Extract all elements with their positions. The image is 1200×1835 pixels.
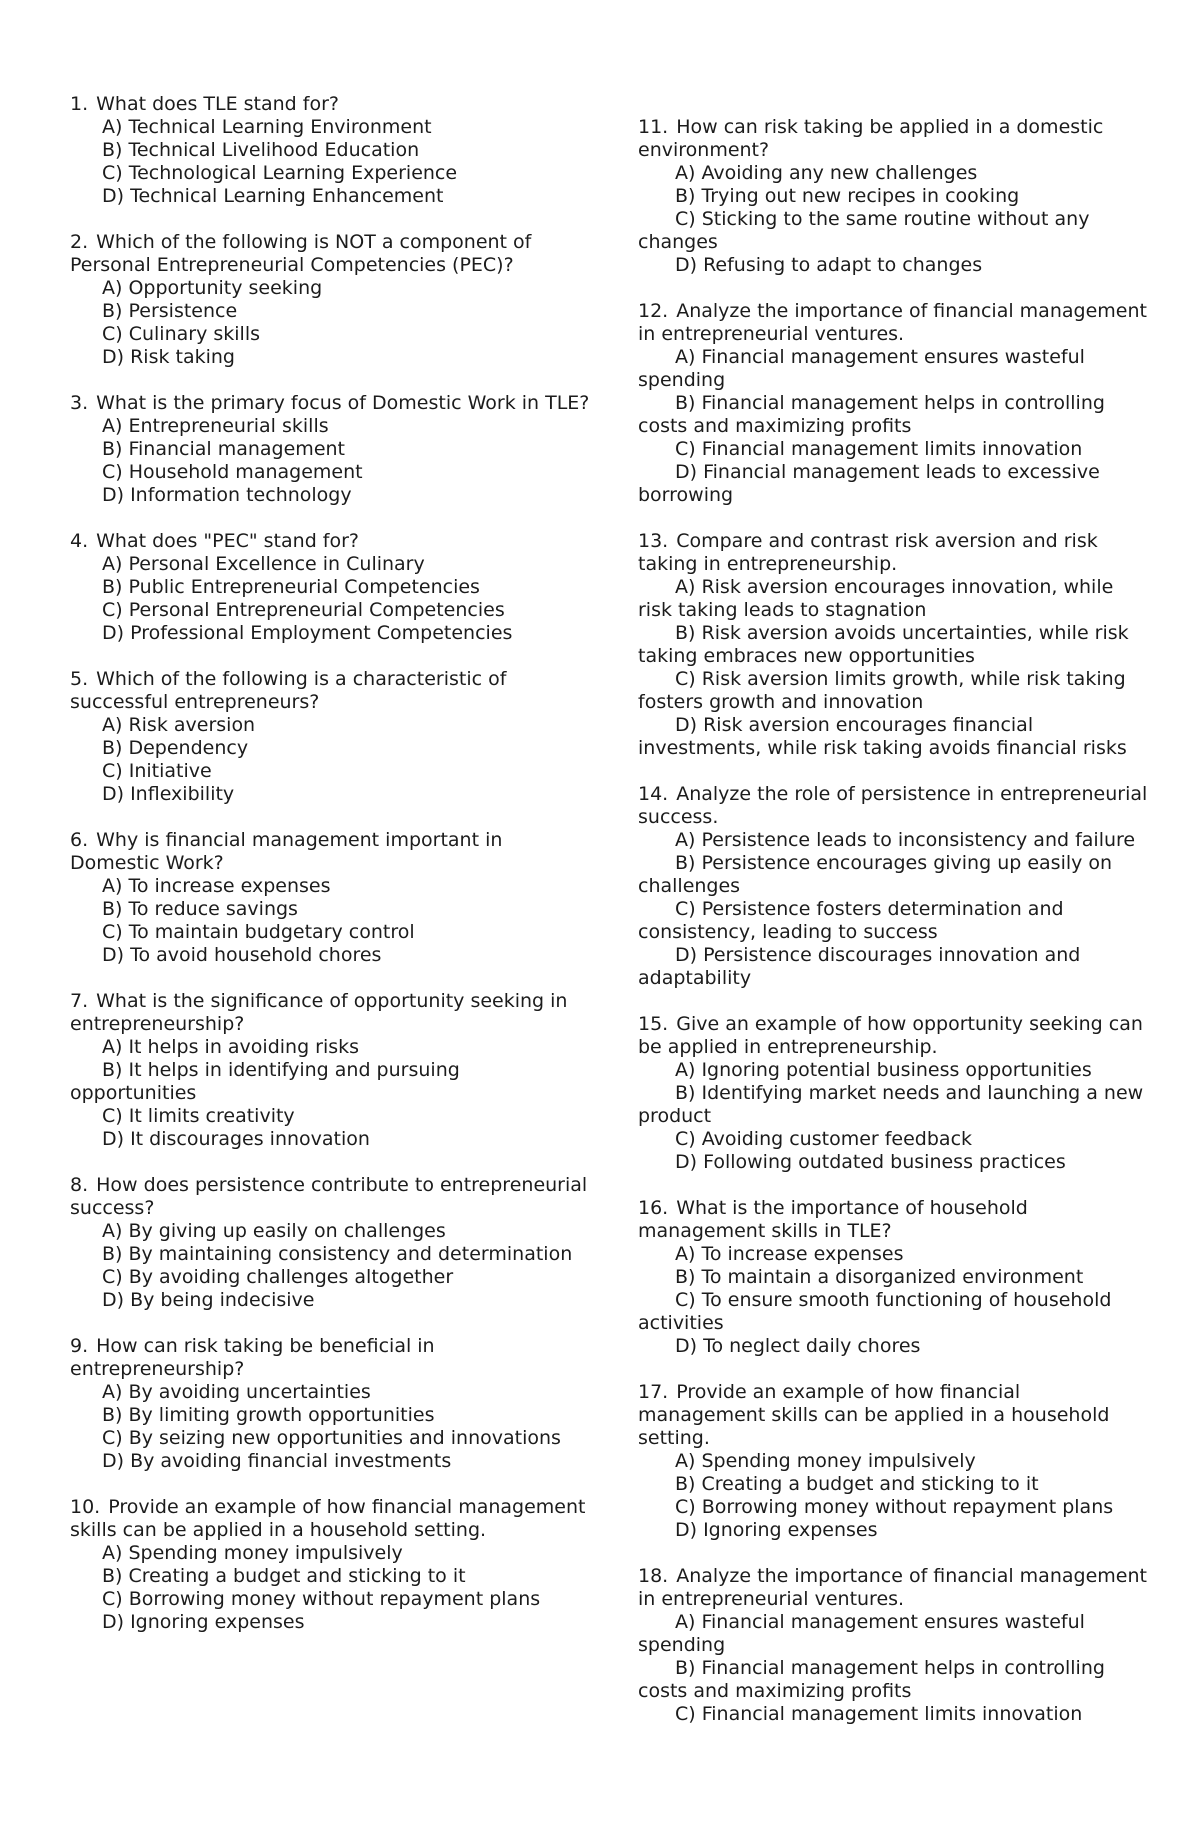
question-prompt: What does "PEC" stand for? xyxy=(96,530,360,552)
question-number: 5. xyxy=(70,668,89,690)
answer-option: B) Dependency xyxy=(102,737,249,759)
answer-option: D) Information technology xyxy=(102,484,352,506)
answer-option: D) Technical Learning Enhancement xyxy=(102,185,444,207)
answer-option: C) Sticking to the same routine without any changes xyxy=(638,208,1090,253)
question-text xyxy=(70,668,590,714)
question-block xyxy=(70,1496,590,1634)
answer-option: D) To neglect daily chores xyxy=(675,1335,921,1357)
question-prompt: How does persistence contribute to entrepreneurial success? xyxy=(70,1174,588,1219)
answer-option: D) Ignoring expenses xyxy=(675,1519,878,1541)
left-column xyxy=(70,93,590,1657)
answer-option: B) Persistence encourages giving up easily on challenges xyxy=(638,852,1113,897)
question-block xyxy=(638,1381,1148,1542)
question-block xyxy=(70,93,590,208)
answer-option: D) Ignoring expenses xyxy=(102,1611,305,1633)
question-number: 13. xyxy=(638,530,669,552)
question-prompt: Analyze the importance of financial management in entrepreneurial ventures. xyxy=(638,300,1147,345)
answer-option: C) Avoiding customer feedback xyxy=(675,1128,973,1150)
question-prompt: Which of the following is a characteristic of successful entrepreneurs? xyxy=(70,668,507,713)
answer-option: B) Creating a budget and sticking to it xyxy=(102,1565,466,1587)
answer-option: A) Financial management ensures wasteful spending xyxy=(638,1611,1085,1656)
answer-option: A) Ignoring potential business opportunities xyxy=(675,1059,1092,1081)
answer-option: D) Persistence discourages innovation and adaptability xyxy=(638,944,1081,989)
question-text xyxy=(70,1496,590,1542)
question-block xyxy=(70,829,590,967)
question-block xyxy=(638,1197,1148,1358)
question-block xyxy=(70,990,590,1151)
answer-option: D) Financial management leads to excessive borrowing xyxy=(638,461,1100,506)
answer-option: B) Financial management helps in controlling costs and maximizing profits xyxy=(638,1657,1105,1702)
question-text xyxy=(638,116,1148,162)
question-prompt: Analyze the role of persistence in entrepreneurial success. xyxy=(638,783,1148,828)
answer-option: C) To ensure smooth functioning of household activities xyxy=(638,1289,1112,1334)
question-text xyxy=(70,1174,590,1220)
answer-option: D) Professional Employment Competencies xyxy=(102,622,513,644)
answer-option: B) Public Entrepreneurial Competencies xyxy=(102,576,480,598)
question-block xyxy=(638,1565,1148,1726)
question-prompt: What is the importance of household management skills in TLE? xyxy=(638,1197,1028,1242)
answer-option: A) To increase expenses xyxy=(675,1243,904,1265)
question-number: 8. xyxy=(70,1174,89,1196)
answer-option: B) Financial management helps in controlling costs and maximizing profits xyxy=(638,392,1105,437)
answer-option: D) By being indecisive xyxy=(102,1289,315,1311)
question-text xyxy=(70,392,590,415)
answer-option: D) To avoid household chores xyxy=(102,944,382,966)
answer-option: A) Avoiding any new challenges xyxy=(675,162,978,184)
question-number: 7. xyxy=(70,990,89,1012)
answer-option: A) Risk aversion xyxy=(102,714,256,736)
answer-option: C) Technological Learning Experience xyxy=(102,162,458,184)
question-text xyxy=(638,1013,1148,1059)
answer-option: B) Creating a budget and sticking to it xyxy=(675,1473,1039,1495)
answer-option: B) By limiting growth opportunities xyxy=(102,1404,435,1426)
question-text xyxy=(638,1381,1148,1450)
question-text xyxy=(70,829,590,875)
answer-option: C) Borrowing money without repayment plans xyxy=(675,1496,1114,1518)
question-block xyxy=(638,300,1148,507)
question-number: 17. xyxy=(638,1381,669,1403)
question-number: 11. xyxy=(638,116,669,138)
question-number: 14. xyxy=(638,783,669,805)
answer-option: C) By avoiding challenges altogether xyxy=(102,1266,454,1288)
question-number: 4. xyxy=(70,530,89,552)
question-block xyxy=(638,116,1148,277)
question-block xyxy=(70,1174,590,1312)
answer-option: A) Entrepreneurial skills xyxy=(102,415,329,437)
question-block xyxy=(70,392,590,507)
question-text xyxy=(638,1197,1148,1243)
answer-option: A) Risk aversion encourages innovation, while risk taking leads to stagnation xyxy=(638,576,1114,621)
question-number: 6. xyxy=(70,829,89,851)
answer-option: C) Household management xyxy=(102,461,363,483)
question-block xyxy=(638,783,1148,990)
question-text xyxy=(638,1565,1148,1611)
question-text xyxy=(70,1335,590,1381)
answer-option: B) Financial management xyxy=(102,438,346,460)
question-prompt: How can risk taking be beneficial in entrepreneurship? xyxy=(70,1335,435,1380)
question-text xyxy=(70,231,590,277)
answer-option: D) Refusing to adapt to changes xyxy=(675,254,983,276)
answer-option: B) Persistence xyxy=(102,300,238,322)
question-block xyxy=(70,1335,590,1473)
answer-option: A) Persistence leads to inconsistency and failure xyxy=(675,829,1136,851)
answer-option: D) It discourages innovation xyxy=(102,1128,370,1150)
answer-option: A) Spending money impulsively xyxy=(675,1450,976,1472)
question-prompt: Analyze the importance of financial management in entrepreneurial ventures. xyxy=(638,1565,1147,1610)
question-block xyxy=(638,1013,1148,1174)
answer-option: A) To increase expenses xyxy=(102,875,331,897)
question-prompt: What is the significance of opportunity seeking in entrepreneurship? xyxy=(70,990,568,1035)
question-text xyxy=(70,990,590,1036)
answer-option: B) Identifying market needs and launching a new product xyxy=(638,1082,1144,1127)
answer-option: C) Culinary skills xyxy=(102,323,261,345)
question-block xyxy=(638,530,1148,760)
question-text xyxy=(638,783,1148,829)
question-prompt: Compare and contrast risk aversion and risk taking in entrepreneurship. xyxy=(638,530,1098,575)
answer-option: B) To reduce savings xyxy=(102,898,298,920)
question-text xyxy=(638,300,1148,346)
question-number: 9. xyxy=(70,1335,89,1357)
answer-option: A) It helps in avoiding risks xyxy=(102,1036,360,1058)
question-prompt: Give an example of how opportunity seeking can be applied in entrepreneurship. xyxy=(638,1013,1143,1058)
answer-option: B) Risk aversion avoids uncertainties, while risk taking embraces new opportunities xyxy=(638,622,1129,667)
answer-option: A) Personal Excellence in Culinary xyxy=(102,553,425,575)
right-column xyxy=(638,116,1148,1749)
answer-option: D) Following outdated business practices xyxy=(675,1151,1066,1173)
question-block xyxy=(70,530,590,645)
answer-option: A) By giving up easily on challenges xyxy=(102,1220,446,1242)
answer-option: C) Initiative xyxy=(102,760,212,782)
question-block xyxy=(70,231,590,369)
question-number: 18. xyxy=(638,1565,669,1587)
question-prompt: Provide an example of how financial management skills can be applied in a household setting. xyxy=(638,1381,1110,1449)
answer-option: C) Financial management limits innovation xyxy=(675,1703,1083,1725)
question-block xyxy=(70,668,590,806)
answer-option: A) By avoiding uncertainties xyxy=(102,1381,371,1403)
question-text xyxy=(638,530,1148,576)
answer-option: A) Spending money impulsively xyxy=(102,1542,403,1564)
question-number: 1. xyxy=(70,93,89,115)
answer-option: C) Persistence fosters determination and consistency, leading to success xyxy=(638,898,1064,943)
answer-option: D) Risk aversion encourages financial investments, while risk taking avoids financial risks xyxy=(638,714,1127,759)
question-prompt: Which of the following is NOT a component of Personal Entrepreneurial Competencies (PEC)? xyxy=(70,231,532,276)
answer-option: B) By maintaining consistency and determination xyxy=(102,1243,573,1265)
answer-option: B) Technical Livelihood Education xyxy=(102,139,420,161)
answer-option: C) By seizing new opportunities and innovations xyxy=(102,1427,561,1449)
answer-option: A) Opportunity seeking xyxy=(102,277,323,299)
answer-option: A) Financial management ensures wasteful spending xyxy=(638,346,1085,391)
question-number: 3. xyxy=(70,392,89,414)
answer-option: B) It helps in identifying and pursuing opportunities xyxy=(70,1059,460,1104)
answer-option: D) Risk taking xyxy=(102,346,235,368)
question-number: 12. xyxy=(638,300,669,322)
question-prompt: Provide an example of how financial management skills can be applied in a household setting. xyxy=(70,1496,586,1541)
answer-option: C) It limits creativity xyxy=(102,1105,295,1127)
answer-option: B) Trying out new recipes in cooking xyxy=(675,185,1020,207)
answer-option: D) Inflexibility xyxy=(102,783,235,805)
question-text xyxy=(70,93,590,116)
question-number: 16. xyxy=(638,1197,669,1219)
question-text xyxy=(70,530,590,553)
answer-option: C) Financial management limits innovation xyxy=(675,438,1083,460)
question-prompt: What does TLE stand for? xyxy=(96,93,339,115)
answer-option: A) Technical Learning Environment xyxy=(102,116,432,138)
question-number: 15. xyxy=(638,1013,669,1035)
question-prompt: What is the primary focus of Domestic Work in TLE? xyxy=(96,392,590,414)
question-number: 2. xyxy=(70,231,89,253)
question-number: 10. xyxy=(70,1496,101,1518)
answer-option: C) Risk aversion limits growth, while risk taking fosters growth and innovation xyxy=(638,668,1126,713)
answer-option: D) By avoiding financial investments xyxy=(102,1450,452,1472)
answer-option: B) To maintain a disorganized environment xyxy=(675,1266,1084,1288)
answer-option: C) Personal Entrepreneurial Competencies xyxy=(102,599,505,621)
question-prompt: Why is financial management important in Domestic Work? xyxy=(70,829,503,874)
answer-option: C) To maintain budgetary control xyxy=(102,921,415,943)
question-prompt: How can risk taking be applied in a domestic environment? xyxy=(638,116,1104,161)
answer-option: C) Borrowing money without repayment plans xyxy=(102,1588,541,1610)
